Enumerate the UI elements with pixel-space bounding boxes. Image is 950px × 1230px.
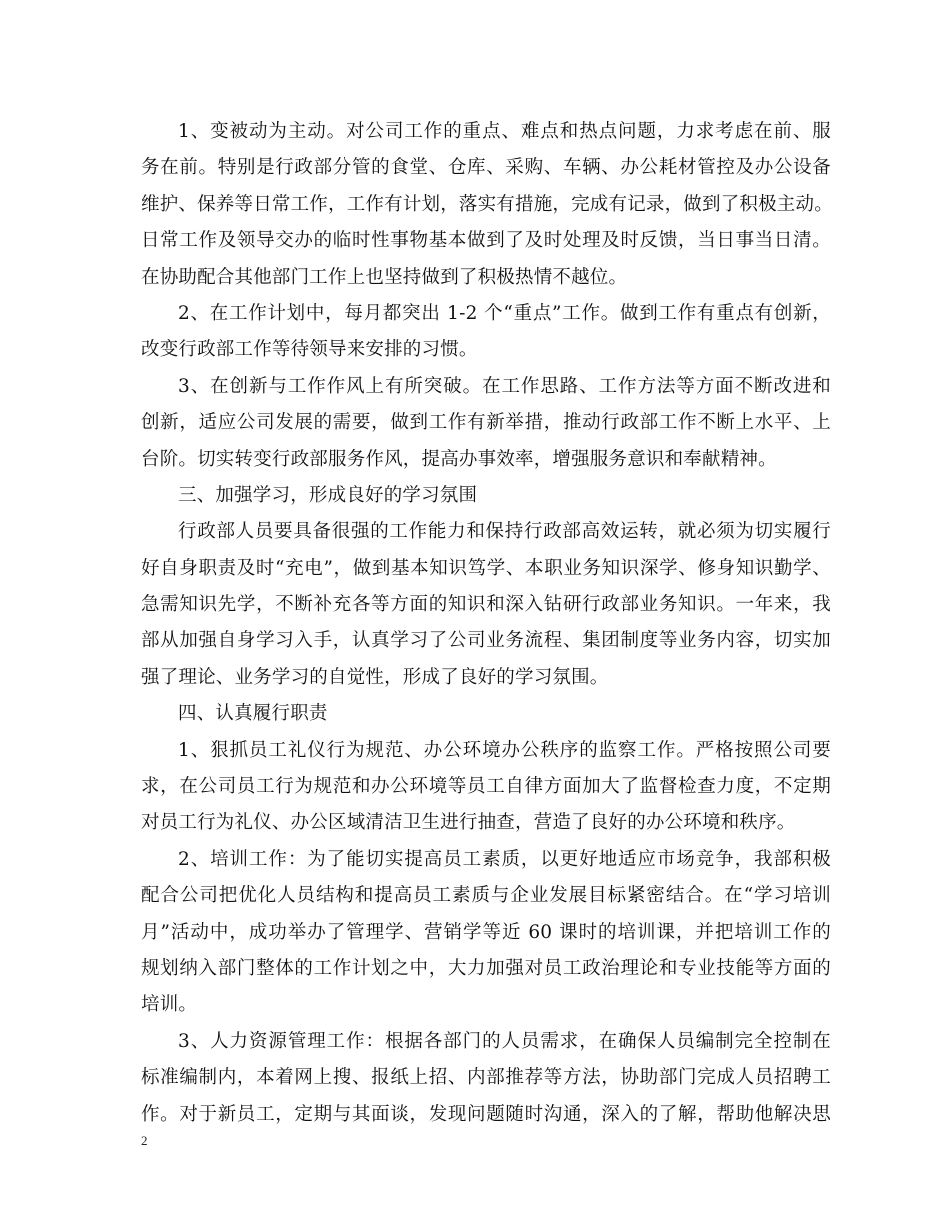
section-heading: 三、加强学习，形成良好的学习氛围 [178, 484, 478, 506]
text-line: 标准编制内，本着网上搜、报纸上招、内部推荐等方法，协助部门完成人员招聘工 [141, 1067, 831, 1089]
text-line: 创新，适应公司发展的需要，做到工作有新举措，推动行政部工作不断上水平、上 [141, 412, 831, 434]
text-line: 在协助配合其他部门工作上也坚持做到了积极热情不越位。 [141, 266, 628, 288]
text-line: 作。对于新员工，定期与其面谈，发现问题随时沟通，深入的了解，帮助他解决思 [141, 1103, 831, 1125]
text-line: 强了理论、业务学习的自觉性，形成了良好的学习氛围。 [141, 666, 609, 688]
text-line: 配合公司把优化人员结构和提高员工素质与企业发展目标紧密结合。在“学习培训 [141, 885, 831, 907]
text-line: 部从加强自身学习入手，认真学习了公司业务流程、集团制度等业务内容，切实加 [141, 630, 831, 652]
text-line: 规划纳入部门整体的工作计划之中，大力加强对员工政治理论和专业技能等方面的 [141, 957, 831, 979]
text-line: 改变行政部工作等待领导来安排的习惯。 [141, 339, 478, 361]
text-line: 日常工作及领导交办的临时性事物基本做到了及时处理及时反馈，当日事当日清。 [141, 230, 831, 252]
text-line: 1、狠抓员工礼仪行为规范、办公环境办公秩序的监察工作。严格按照公司要 [178, 739, 831, 761]
text-line: 急需知识先学，不断补充各等方面的知识和深入钻研行政部业务知识。一年来，我 [141, 594, 831, 616]
text-line: 1、变被动为主动。对公司工作的重点、难点和热点问题，力求考虑在前、服 [178, 121, 831, 142]
text-line: 3、在创新与工作作风上有所突破。在工作思路、工作方法等方面不断改进和 [178, 375, 831, 397]
text-line: 2、在工作计划中，每月都突出 1-2 个“重点”工作。做到工作有重点有创新， [178, 302, 831, 324]
section-heading: 四、认真履行职责 [178, 703, 328, 725]
page-number: 2 [141, 1133, 148, 1148]
document-body [141, 114, 831, 1133]
text-line: 台阶。切实转变行政部服务作风，提高办事效率，增强服务意识和奉献精神。 [141, 448, 777, 470]
text-line: 求，在公司员工行为规范和办公环境等员工自律方面加大了监督检查力度，不定期 [141, 776, 831, 798]
text-line: 2、培训工作：为了能切实提高员工素质，以更好地适应市场竞争，我部积极 [178, 848, 831, 870]
text-line: 务在前。特别是行政部分管的食堂、仓库、采购、车辆、办公耗材管控及办公设备 [141, 157, 831, 179]
text-line: 维护、保养等日常工作，工作有计划，落实有措施，完成有记录，做到了积极主动。 [141, 193, 833, 215]
text-line: 3、人力资源管理工作：根据各部门的人员需求，在确保人员编制完全控制在 [178, 1030, 831, 1052]
text-line: 好自身职责及时“充电”，做到基本知识笃学、本职业务知识深学、修身知识勤学、 [141, 557, 831, 579]
text-line: 对员工行为礼仪、办公区域清洁卫生进行抽查，营造了良好的办公环境和秩序。 [141, 812, 796, 834]
text-line: 行政部人员要具备很强的工作能力和保持行政部高效运转，就必须为切实履行 [178, 521, 831, 543]
text-line: 月”活动中，成功举办了管理学、营销学等近 60 课时的培训课，并把培训工作的 [141, 921, 831, 943]
text-line: 培训。 [141, 994, 198, 1016]
